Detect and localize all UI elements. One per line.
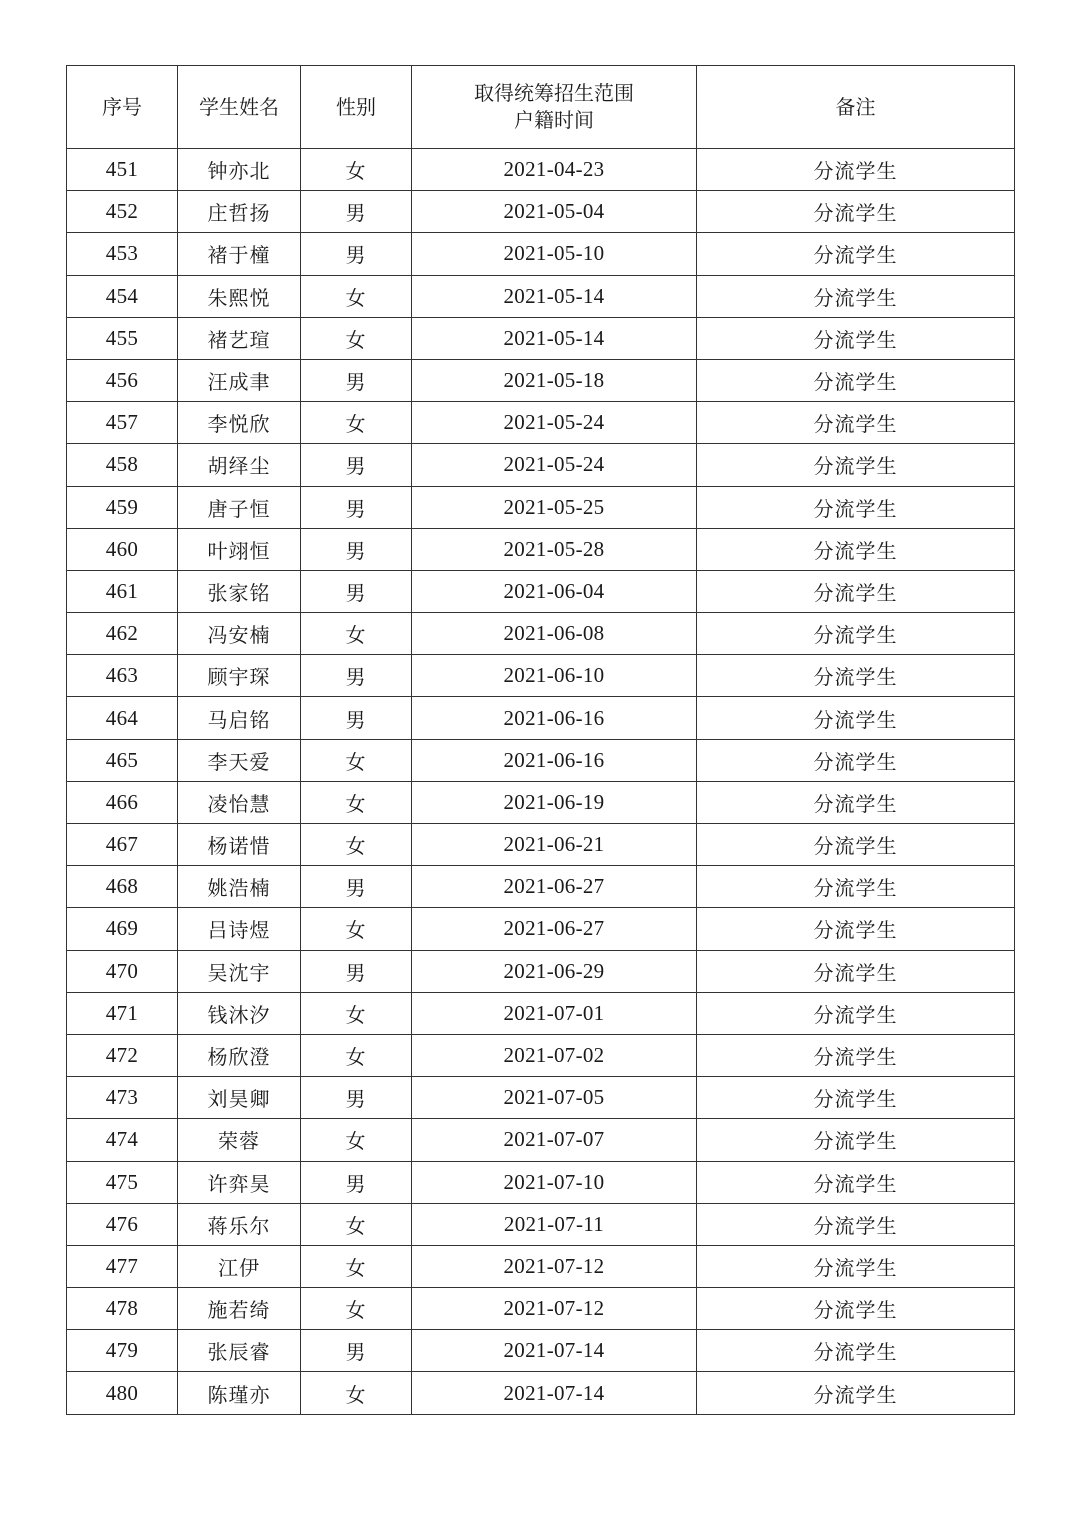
cell-note: 分流学生 bbox=[697, 1119, 1015, 1161]
cell-name: 冯安楠 bbox=[178, 613, 301, 655]
cell-gender: 女 bbox=[301, 739, 412, 781]
cell-date: 2021-06-27 bbox=[412, 866, 697, 908]
cell-date: 2021-04-23 bbox=[412, 149, 697, 191]
student-table bbox=[66, 65, 1015, 1415]
cell-note: 分流学生 bbox=[697, 655, 1015, 697]
cell-index: 474 bbox=[67, 1119, 178, 1161]
cell-name: 施若绮 bbox=[178, 1288, 301, 1330]
table-row bbox=[67, 1245, 1015, 1287]
cell-date: 2021-07-01 bbox=[412, 992, 697, 1034]
cell-name: 顾宇琛 bbox=[178, 655, 301, 697]
cell-note: 分流学生 bbox=[697, 570, 1015, 612]
cell-name: 叶翊恒 bbox=[178, 528, 301, 570]
cell-gender: 女 bbox=[301, 149, 412, 191]
table-row bbox=[67, 1161, 1015, 1203]
cell-note: 分流学生 bbox=[697, 1203, 1015, 1245]
table-row bbox=[67, 1330, 1015, 1372]
cell-index: 454 bbox=[67, 275, 178, 317]
header-note: 备注 bbox=[697, 66, 1015, 149]
cell-date: 2021-05-14 bbox=[412, 317, 697, 359]
cell-index: 453 bbox=[67, 233, 178, 275]
cell-note: 分流学生 bbox=[697, 275, 1015, 317]
cell-gender: 男 bbox=[301, 486, 412, 528]
cell-date: 2021-06-21 bbox=[412, 824, 697, 866]
cell-date: 2021-05-14 bbox=[412, 275, 697, 317]
cell-gender: 女 bbox=[301, 275, 412, 317]
cell-gender: 女 bbox=[301, 1288, 412, 1330]
cell-date: 2021-07-10 bbox=[412, 1161, 697, 1203]
header-date-line2: 户籍时间 bbox=[514, 108, 594, 132]
cell-index: 466 bbox=[67, 781, 178, 823]
cell-note: 分流学生 bbox=[697, 1245, 1015, 1287]
table-row bbox=[67, 824, 1015, 866]
cell-index: 471 bbox=[67, 992, 178, 1034]
cell-name: 朱熙悦 bbox=[178, 275, 301, 317]
cell-index: 452 bbox=[67, 191, 178, 233]
cell-note: 分流学生 bbox=[697, 739, 1015, 781]
table-row bbox=[67, 444, 1015, 486]
cell-index: 464 bbox=[67, 697, 178, 739]
table-row bbox=[67, 402, 1015, 444]
cell-note: 分流学生 bbox=[697, 866, 1015, 908]
cell-date: 2021-06-10 bbox=[412, 655, 697, 697]
cell-gender: 男 bbox=[301, 444, 412, 486]
cell-date: 2021-07-14 bbox=[412, 1330, 697, 1372]
cell-name: 褚于橦 bbox=[178, 233, 301, 275]
table-body bbox=[67, 149, 1015, 1415]
cell-name: 庄哲扬 bbox=[178, 191, 301, 233]
cell-note: 分流学生 bbox=[697, 1372, 1015, 1414]
table-row bbox=[67, 992, 1015, 1034]
cell-note: 分流学生 bbox=[697, 1330, 1015, 1372]
cell-index: 476 bbox=[67, 1203, 178, 1245]
cell-index: 462 bbox=[67, 613, 178, 655]
cell-date: 2021-06-16 bbox=[412, 739, 697, 781]
cell-index: 463 bbox=[67, 655, 178, 697]
cell-note: 分流学生 bbox=[697, 824, 1015, 866]
cell-gender: 男 bbox=[301, 191, 412, 233]
cell-index: 456 bbox=[67, 359, 178, 401]
cell-note: 分流学生 bbox=[697, 908, 1015, 950]
cell-gender: 女 bbox=[301, 992, 412, 1034]
cell-index: 460 bbox=[67, 528, 178, 570]
cell-note: 分流学生 bbox=[697, 781, 1015, 823]
cell-name: 唐子恒 bbox=[178, 486, 301, 528]
cell-date: 2021-07-02 bbox=[412, 1034, 697, 1076]
header-index: 序号 bbox=[67, 66, 178, 149]
header-date-line1: 取得统筹招生范围 bbox=[474, 81, 634, 105]
cell-name: 马启铭 bbox=[178, 697, 301, 739]
cell-name: 姚浩楠 bbox=[178, 866, 301, 908]
header-row bbox=[67, 66, 1015, 149]
cell-index: 479 bbox=[67, 1330, 178, 1372]
header-name: 学生姓名 bbox=[178, 66, 301, 149]
cell-note: 分流学生 bbox=[697, 233, 1015, 275]
table-row bbox=[67, 149, 1015, 191]
cell-gender: 男 bbox=[301, 866, 412, 908]
cell-name: 汪成聿 bbox=[178, 359, 301, 401]
cell-index: 459 bbox=[67, 486, 178, 528]
cell-name: 荣蓉 bbox=[178, 1119, 301, 1161]
table-row bbox=[67, 570, 1015, 612]
cell-date: 2021-06-08 bbox=[412, 613, 697, 655]
cell-gender: 女 bbox=[301, 1372, 412, 1414]
cell-name: 李天爱 bbox=[178, 739, 301, 781]
table-row bbox=[67, 1372, 1015, 1414]
cell-gender: 女 bbox=[301, 1245, 412, 1287]
cell-gender: 男 bbox=[301, 528, 412, 570]
cell-note: 分流学生 bbox=[697, 149, 1015, 191]
header-gender: 性别 bbox=[301, 66, 412, 149]
cell-date: 2021-05-25 bbox=[412, 486, 697, 528]
cell-date: 2021-07-12 bbox=[412, 1245, 697, 1287]
cell-name: 杨欣澄 bbox=[178, 1034, 301, 1076]
cell-index: 477 bbox=[67, 1245, 178, 1287]
cell-name: 江伊 bbox=[178, 1245, 301, 1287]
cell-gender: 男 bbox=[301, 655, 412, 697]
cell-note: 分流学生 bbox=[697, 1077, 1015, 1119]
cell-note: 分流学生 bbox=[697, 486, 1015, 528]
table-row bbox=[67, 359, 1015, 401]
cell-index: 470 bbox=[67, 950, 178, 992]
table-row bbox=[67, 866, 1015, 908]
cell-index: 455 bbox=[67, 317, 178, 359]
table-row bbox=[67, 1034, 1015, 1076]
table-row bbox=[67, 739, 1015, 781]
cell-name: 杨诺惜 bbox=[178, 824, 301, 866]
cell-gender: 男 bbox=[301, 233, 412, 275]
cell-note: 分流学生 bbox=[697, 950, 1015, 992]
cell-index: 480 bbox=[67, 1372, 178, 1414]
cell-date: 2021-05-24 bbox=[412, 444, 697, 486]
table-row bbox=[67, 1119, 1015, 1161]
table-row bbox=[67, 191, 1015, 233]
cell-index: 472 bbox=[67, 1034, 178, 1076]
cell-name: 钱沐汐 bbox=[178, 992, 301, 1034]
cell-index: 468 bbox=[67, 866, 178, 908]
table-row bbox=[67, 528, 1015, 570]
cell-date: 2021-05-04 bbox=[412, 191, 697, 233]
table-row bbox=[67, 655, 1015, 697]
cell-gender: 女 bbox=[301, 402, 412, 444]
cell-name: 蒋乐尔 bbox=[178, 1203, 301, 1245]
cell-index: 458 bbox=[67, 444, 178, 486]
table-row bbox=[67, 233, 1015, 275]
cell-note: 分流学生 bbox=[697, 444, 1015, 486]
cell-note: 分流学生 bbox=[697, 697, 1015, 739]
cell-gender: 男 bbox=[301, 697, 412, 739]
cell-index: 465 bbox=[67, 739, 178, 781]
cell-date: 2021-05-28 bbox=[412, 528, 697, 570]
cell-date: 2021-05-10 bbox=[412, 233, 697, 275]
cell-date: 2021-06-19 bbox=[412, 781, 697, 823]
cell-name: 李悦欣 bbox=[178, 402, 301, 444]
cell-date: 2021-05-18 bbox=[412, 359, 697, 401]
cell-gender: 男 bbox=[301, 570, 412, 612]
table-row bbox=[67, 1203, 1015, 1245]
cell-gender: 男 bbox=[301, 1330, 412, 1372]
cell-index: 473 bbox=[67, 1077, 178, 1119]
table-row bbox=[67, 908, 1015, 950]
cell-date: 2021-06-04 bbox=[412, 570, 697, 612]
cell-gender: 男 bbox=[301, 359, 412, 401]
cell-name: 张辰睿 bbox=[178, 1330, 301, 1372]
cell-note: 分流学生 bbox=[697, 992, 1015, 1034]
cell-date: 2021-06-27 bbox=[412, 908, 697, 950]
cell-index: 478 bbox=[67, 1288, 178, 1330]
cell-gender: 女 bbox=[301, 1119, 412, 1161]
cell-name: 许弈昊 bbox=[178, 1161, 301, 1203]
cell-date: 2021-07-14 bbox=[412, 1372, 697, 1414]
cell-gender: 女 bbox=[301, 1034, 412, 1076]
table-row bbox=[67, 1288, 1015, 1330]
cell-index: 461 bbox=[67, 570, 178, 612]
cell-note: 分流学生 bbox=[697, 613, 1015, 655]
cell-note: 分流学生 bbox=[697, 359, 1015, 401]
table-row bbox=[67, 697, 1015, 739]
table-header bbox=[67, 66, 1015, 149]
cell-note: 分流学生 bbox=[697, 317, 1015, 359]
cell-date: 2021-05-24 bbox=[412, 402, 697, 444]
cell-gender: 男 bbox=[301, 1077, 412, 1119]
cell-name: 张家铭 bbox=[178, 570, 301, 612]
cell-name: 褚艺瑄 bbox=[178, 317, 301, 359]
cell-index: 457 bbox=[67, 402, 178, 444]
cell-name: 胡绎尘 bbox=[178, 444, 301, 486]
cell-gender: 女 bbox=[301, 1203, 412, 1245]
cell-note: 分流学生 bbox=[697, 1288, 1015, 1330]
cell-name: 凌怡慧 bbox=[178, 781, 301, 823]
cell-gender: 男 bbox=[301, 1161, 412, 1203]
table-row bbox=[67, 613, 1015, 655]
cell-note: 分流学生 bbox=[697, 191, 1015, 233]
cell-index: 451 bbox=[67, 149, 178, 191]
cell-note: 分流学生 bbox=[697, 402, 1015, 444]
cell-note: 分流学生 bbox=[697, 528, 1015, 570]
table-row bbox=[67, 1077, 1015, 1119]
cell-gender: 女 bbox=[301, 824, 412, 866]
cell-date: 2021-07-07 bbox=[412, 1119, 697, 1161]
table-row bbox=[67, 275, 1015, 317]
cell-index: 469 bbox=[67, 908, 178, 950]
header-date bbox=[412, 66, 697, 149]
cell-gender: 女 bbox=[301, 613, 412, 655]
cell-index: 467 bbox=[67, 824, 178, 866]
cell-name: 吕诗煜 bbox=[178, 908, 301, 950]
cell-date: 2021-07-05 bbox=[412, 1077, 697, 1119]
cell-gender: 男 bbox=[301, 950, 412, 992]
cell-name: 刘昊卿 bbox=[178, 1077, 301, 1119]
cell-gender: 女 bbox=[301, 908, 412, 950]
cell-name: 陈瑾亦 bbox=[178, 1372, 301, 1414]
cell-date: 2021-06-16 bbox=[412, 697, 697, 739]
cell-note: 分流学生 bbox=[697, 1034, 1015, 1076]
cell-date: 2021-07-12 bbox=[412, 1288, 697, 1330]
table-row bbox=[67, 486, 1015, 528]
cell-date: 2021-07-11 bbox=[412, 1203, 697, 1245]
cell-gender: 女 bbox=[301, 781, 412, 823]
cell-name: 吴沈宇 bbox=[178, 950, 301, 992]
cell-index: 475 bbox=[67, 1161, 178, 1203]
cell-note: 分流学生 bbox=[697, 1161, 1015, 1203]
table-row bbox=[67, 317, 1015, 359]
table-row bbox=[67, 781, 1015, 823]
cell-name: 钟亦北 bbox=[178, 149, 301, 191]
cell-gender: 女 bbox=[301, 317, 412, 359]
cell-date: 2021-06-29 bbox=[412, 950, 697, 992]
table-row bbox=[67, 950, 1015, 992]
